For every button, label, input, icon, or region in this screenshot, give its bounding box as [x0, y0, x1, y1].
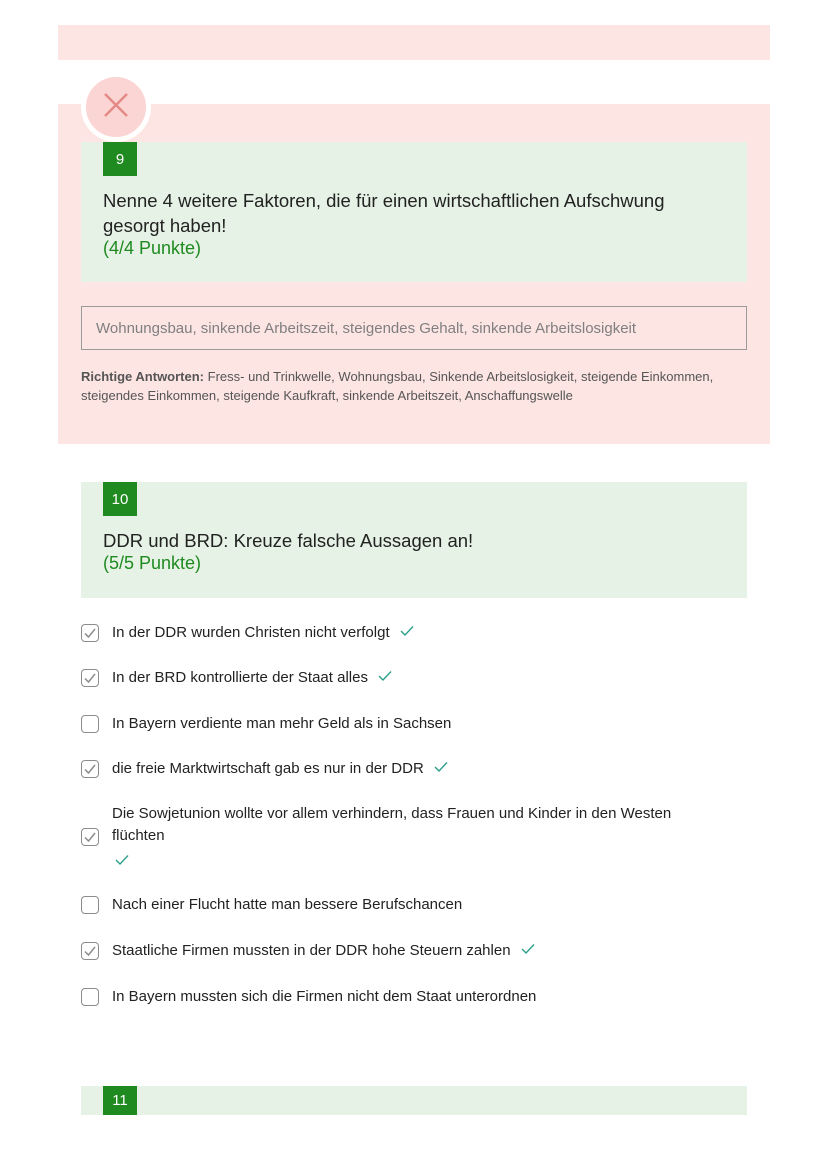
option-label: In Bayern mussten sich die Firmen nicht dem Staat unterordnen: [112, 988, 537, 1005]
correct-check-icon: [115, 853, 129, 871]
correct-check-icon: [434, 760, 448, 778]
question-title: Nenne 4 weitere Faktoren, die für einen wirtschaftlichen Aufschwung gesorgt haben!: [103, 190, 665, 236]
correct-answers-text: Fress- und Trinkwelle, Wohnungsbau, Sinkende Arbeitslosigkeit, steigende Einkommen, steigendes Einkommen, steigende Kaufkraft, sinkende Arbeitszeit, Anschaffungswelle: [81, 369, 714, 403]
answer-option[interactable]: [81, 713, 451, 735]
option-label: Die Sowjetunion wollte vor allem verhindern, dass Frauen und Kinder in den Westen flüchten: [112, 805, 672, 844]
answer-option[interactable]: [81, 894, 462, 916]
close-icon: [101, 90, 131, 125]
checkbox-unchecked[interactable]: [81, 715, 99, 733]
checkbox-unchecked[interactable]: [81, 988, 99, 1006]
checkbox-checked[interactable]: [81, 624, 99, 642]
checkbox-checked[interactable]: [81, 942, 99, 960]
previous-question-footer: [58, 25, 770, 60]
answer-value: Wohnungsbau, sinkende Arbeitszeit, steigendes Gehalt, sinkende Arbeitslosigkeit: [96, 319, 637, 337]
question-number-badge: 9: [103, 142, 137, 176]
check-icon: [82, 829, 98, 845]
checkbox-checked[interactable]: [81, 760, 99, 778]
answer-option[interactable]: [81, 758, 448, 780]
check-icon: [82, 943, 98, 959]
option-label: In der BRD kontrollierte der Staat alles: [112, 669, 368, 686]
check-icon: [82, 625, 98, 641]
option-label: Nach einer Flucht hatte man bessere Berufschancen: [112, 896, 463, 913]
answer-option[interactable]: [81, 622, 414, 644]
option-label: die freie Marktwirtschaft gab es nur in der DDR: [112, 760, 424, 777]
correct-check-icon: [378, 669, 392, 687]
correct-check-icon: [521, 942, 535, 960]
correct-answers-label: Richtige Antworten:: [81, 369, 205, 384]
correct-check-icon: [400, 624, 414, 642]
answer-option[interactable]: [81, 667, 392, 689]
incorrect-status-badge: [81, 72, 151, 142]
check-icon: [82, 761, 98, 777]
question-points: (4/4 Punkte): [103, 238, 202, 258]
option-label: Staatliche Firmen mussten in der DDR hohe Steuern zahlen: [112, 942, 511, 959]
answer-option[interactable]: [81, 986, 536, 1008]
answer-field[interactable]: [81, 306, 747, 350]
option-label: In Bayern verdiente man mehr Geld als in Sachsen: [112, 715, 452, 732]
checkbox-unchecked[interactable]: [81, 896, 99, 914]
checkbox-checked[interactable]: [81, 828, 99, 846]
question-header-11: [81, 1086, 747, 1115]
option-label: In der DDR wurden Christen nicht verfolgt: [112, 624, 390, 641]
correct-answers: [81, 367, 747, 405]
answer-option[interactable]: [81, 940, 535, 962]
question-number-badge: 10: [103, 482, 137, 516]
answer-option[interactable]: [81, 803, 721, 873]
question-number-badge: 11: [103, 1086, 137, 1115]
check-icon: [82, 670, 98, 686]
question-points: (5/5 Punkte): [103, 553, 202, 573]
question-title: DDR und BRD: Kreuze falsche Aussagen an!: [103, 530, 474, 551]
checkbox-checked[interactable]: [81, 669, 99, 687]
